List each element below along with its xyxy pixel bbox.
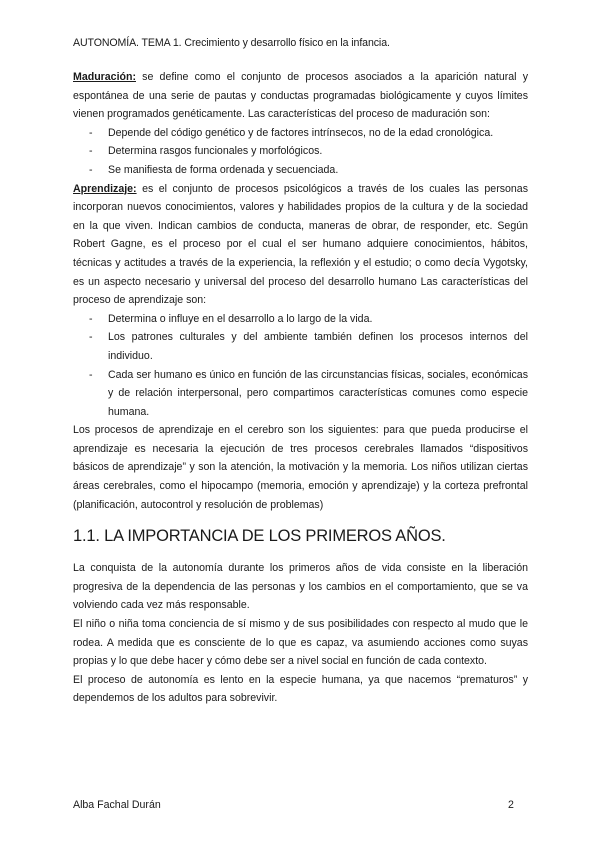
section-paragraph: El proceso de autonomía es lento en la especie humana, ya que nacemos “prematuros” y dependemos de los adultos para sobrevivir. xyxy=(73,673,528,705)
list-item: - Se manifiesta de forma ordenada y secuenciada. xyxy=(73,161,528,180)
procesos-paragraph: Los procesos de aprendizaje en el cerebro son los siguientes: para que pueda producirse el aprendizaje es necesaria la ejecución de tres procesos cerebrales llamados “dispositivos básicos de aprendizaje” y son la atención, la motivación y la memoria. Los niños utilizan ciertas áreas cerebrales, como el hipocampo (memoria, emoción y aprendizaje) y la corteza prefrontal (planificación, autocontrol y resolución de problemas) xyxy=(73,424,528,511)
maduracion-definition: se define como el conjunto de procesos asociados a la aparición natural y espontánea de una serie de pautas y conductas programadas biológicamente y cuyos límites vienen programados genéticamente. Las características del proceso de maduración son: xyxy=(73,71,528,121)
footer-page-number: 2 xyxy=(508,799,514,811)
list-item: - Cada ser humano es único en función de las circunstancias físicas, sociales, económicas y de relación interpersonal, pero compartimos características comunes como especie humana. xyxy=(73,366,528,422)
section-paragraph: La conquista de la autonomía durante los primeros años de vida consiste en la liberación progresiva de la dependencia de las personas y los cambios en el comportamiento, que se va volviendo cada vez más responsable. xyxy=(73,562,528,612)
list-item: - Depende del código genético y de factores intrínsecos, no de la edad cronológica. xyxy=(73,124,528,143)
section-paragraph: El niño o niña toma conciencia de sí mismo y de sus posibilidades con respecto al mudo que le rodea. A medida que es consciente de lo que es capaz, va asumiendo acciones como suyas propias y lo que debe hacer y cómo debe ser a nivel social en función de cada contexto. xyxy=(73,618,528,668)
list-dash: - xyxy=(89,145,93,158)
maduracion-list xyxy=(73,124,528,180)
maduracion-term: Maduración: xyxy=(73,71,136,83)
list-item: - Los patrones culturales y del ambiente también definen los procesos internos del individuo. xyxy=(73,328,528,365)
page-header: AUTONOMÍA. TEMA 1. Crecimiento y desarrollo físico en la infancia. xyxy=(73,37,390,49)
aprendizaje-definition: es el conjunto de procesos psicológicos a través de los cuales las personas incorporan nuevos conocimientos, valores y habilidades propios de la cultura y de la sociedad en la que viven. Indican cambios de conducta, maneras de obrar, de responder, etc. Según Robert Gagne, es el proceso por el cual el ser humano adquiere conocimientos, hábitos, técnicas y actitudes a través de la experiencia, la reflexión y el estudio; o como decía Vygotsky, es un aspecto necesario y universal del proceso del desarrollo humano Las características del proceso de aprendizaje son: xyxy=(73,182,528,307)
aprendizaje-term: Aprendizaje: xyxy=(73,182,137,195)
list-dash: - xyxy=(89,312,93,325)
list-dash: - xyxy=(89,368,93,381)
aprendizaje-paragraph xyxy=(73,180,528,310)
aprendizaje-list xyxy=(73,310,528,422)
maduracion-paragraph xyxy=(73,68,528,124)
section-heading: 1.1. LA IMPORTANCIA DE LOS PRIMEROS AÑOS. xyxy=(73,527,446,546)
list-dash: - xyxy=(89,126,93,139)
list-item: - Determina rasgos funcionales y morfológicos. xyxy=(73,142,528,161)
footer-author: Alba Fachal Durán xyxy=(73,799,161,811)
list-dash: - xyxy=(89,331,93,344)
list-item: - Determina o influye en el desarrollo a lo largo de la vida. xyxy=(73,310,528,329)
page-content xyxy=(73,68,528,708)
list-dash: - xyxy=(89,163,93,176)
